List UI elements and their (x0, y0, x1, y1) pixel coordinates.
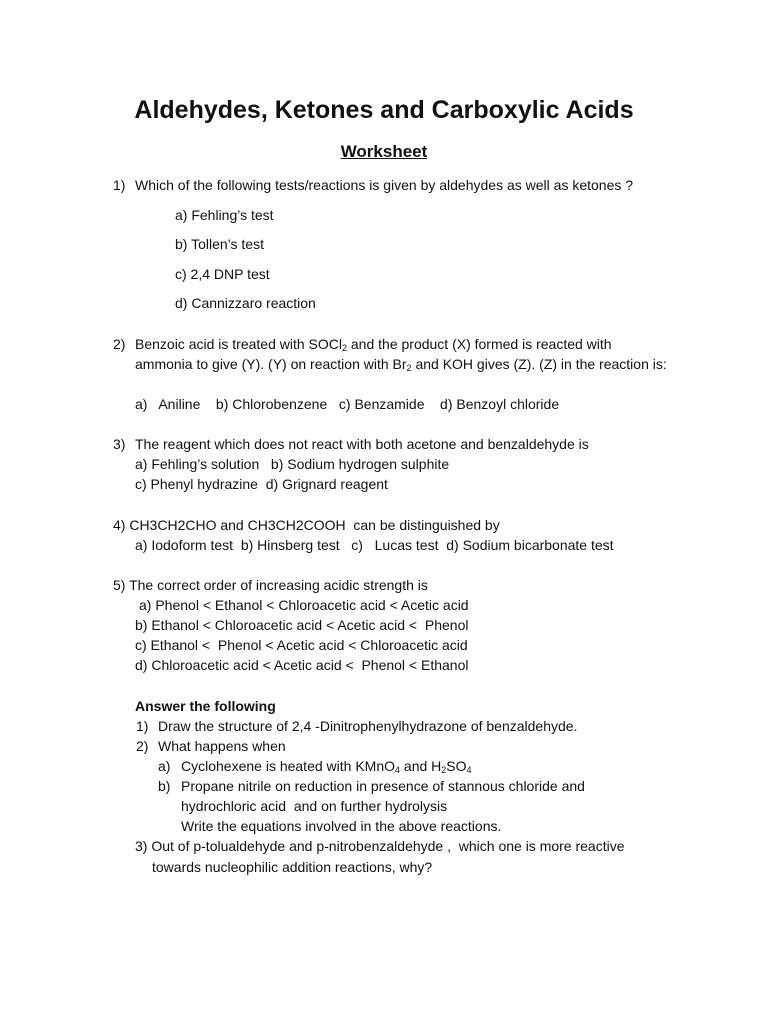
page-title: Aldehydes, Ketones and Carboxylic Acids (134, 96, 634, 124)
answer-2b-line-1: Propane nitrile on reduction in presence of stannous chloride and (181, 778, 585, 794)
q4-text: 4) CH3CH2CHO and CH3CH2COOH can be distinguished by (113, 517, 500, 533)
answer-3-line-2: towards nucleophilic addition reactions, why? (152, 859, 433, 875)
q3-number: 3) (113, 436, 126, 452)
q2-number: 2) (113, 336, 126, 352)
q2-line-1: Benzoic acid is treated with SOCl$_2$ and the product (X) formed is reacted with (135, 336, 612, 353)
q1-option-d: d) Cannizzaro reaction (175, 295, 316, 311)
answer-2b-line-3: Write the equations involved in the above reactions. (181, 818, 502, 834)
q3-options-line-2: c) Phenyl hydrazine d) Grignard reagent (135, 476, 388, 492)
q5-option-a: a) Phenol < Ethanol < Chloroacetic acid < Acetic acid (139, 597, 469, 613)
q5-option-c: c) Ethanol < Phenol < Acetic acid < Chloroacetic acid (135, 637, 468, 653)
q3-text: The reagent which does not react with both acetone and benzaldehyde is (135, 436, 589, 452)
page-subtitle: Worksheet (340, 142, 428, 161)
answer-2b-number: b) (158, 778, 171, 794)
answer-1-text: Draw the structure of 2,4 -Dinitrophenylhydrazone of benzaldehyde. (158, 718, 578, 734)
q1-text: Which of the following tests/reactions is given by aldehydes as well as ketones ? (135, 177, 634, 193)
q1-option-c: c) 2,4 DNP test (175, 266, 270, 282)
q5-option-b: b) Ethanol < Chloroacetic acid < Acetic acid < Phenol (135, 617, 469, 633)
q4-options: a) Iodoform test b) Hinsberg test c) Lucas test d) Sodium bicarbonate test (135, 537, 614, 553)
q5-option-d: d) Chloroacetic acid < Acetic acid < Phenol < Ethanol (135, 657, 469, 673)
answer-2a-text: Cyclohexene is heated with KMnO$_4$ and $H_2SO_4$ (181, 758, 472, 775)
q1-number: 1) (113, 177, 126, 193)
q2-options: a) Aniline b) Chlorobenzene c) Benzamide d) Benzoyl chloride (135, 396, 560, 412)
answer-2-number: 2) (136, 738, 149, 754)
q1-option-b: b) Tollen’s test (175, 236, 264, 252)
answer-2a-number: a) (158, 758, 171, 774)
q2-line-2: ammonia to give (Y). (Y) on reaction with $Br_2$ and KOH gives (Z). (Z) in the reaction is: (135, 356, 667, 373)
answer-2-text: What happens when (158, 738, 286, 754)
q3-options-line-1: a) Fehling’s solution b) Sodium hydrogen sulphite (135, 456, 450, 472)
q1-option-a: a) Fehling’s test (175, 207, 274, 223)
answer-2b-line-2: hydrochloric acid and on further hydrolysis (181, 798, 448, 814)
answer-3-line-1: 3) Out of p-tolualdehyde and p-nitrobenzaldehyde , which one is more reactive (135, 838, 625, 854)
answer-heading: Answer the following (135, 698, 276, 714)
answer-1-number: 1) (136, 718, 149, 734)
q5-text: 5) The correct order of increasing acidic strength is (113, 577, 428, 593)
